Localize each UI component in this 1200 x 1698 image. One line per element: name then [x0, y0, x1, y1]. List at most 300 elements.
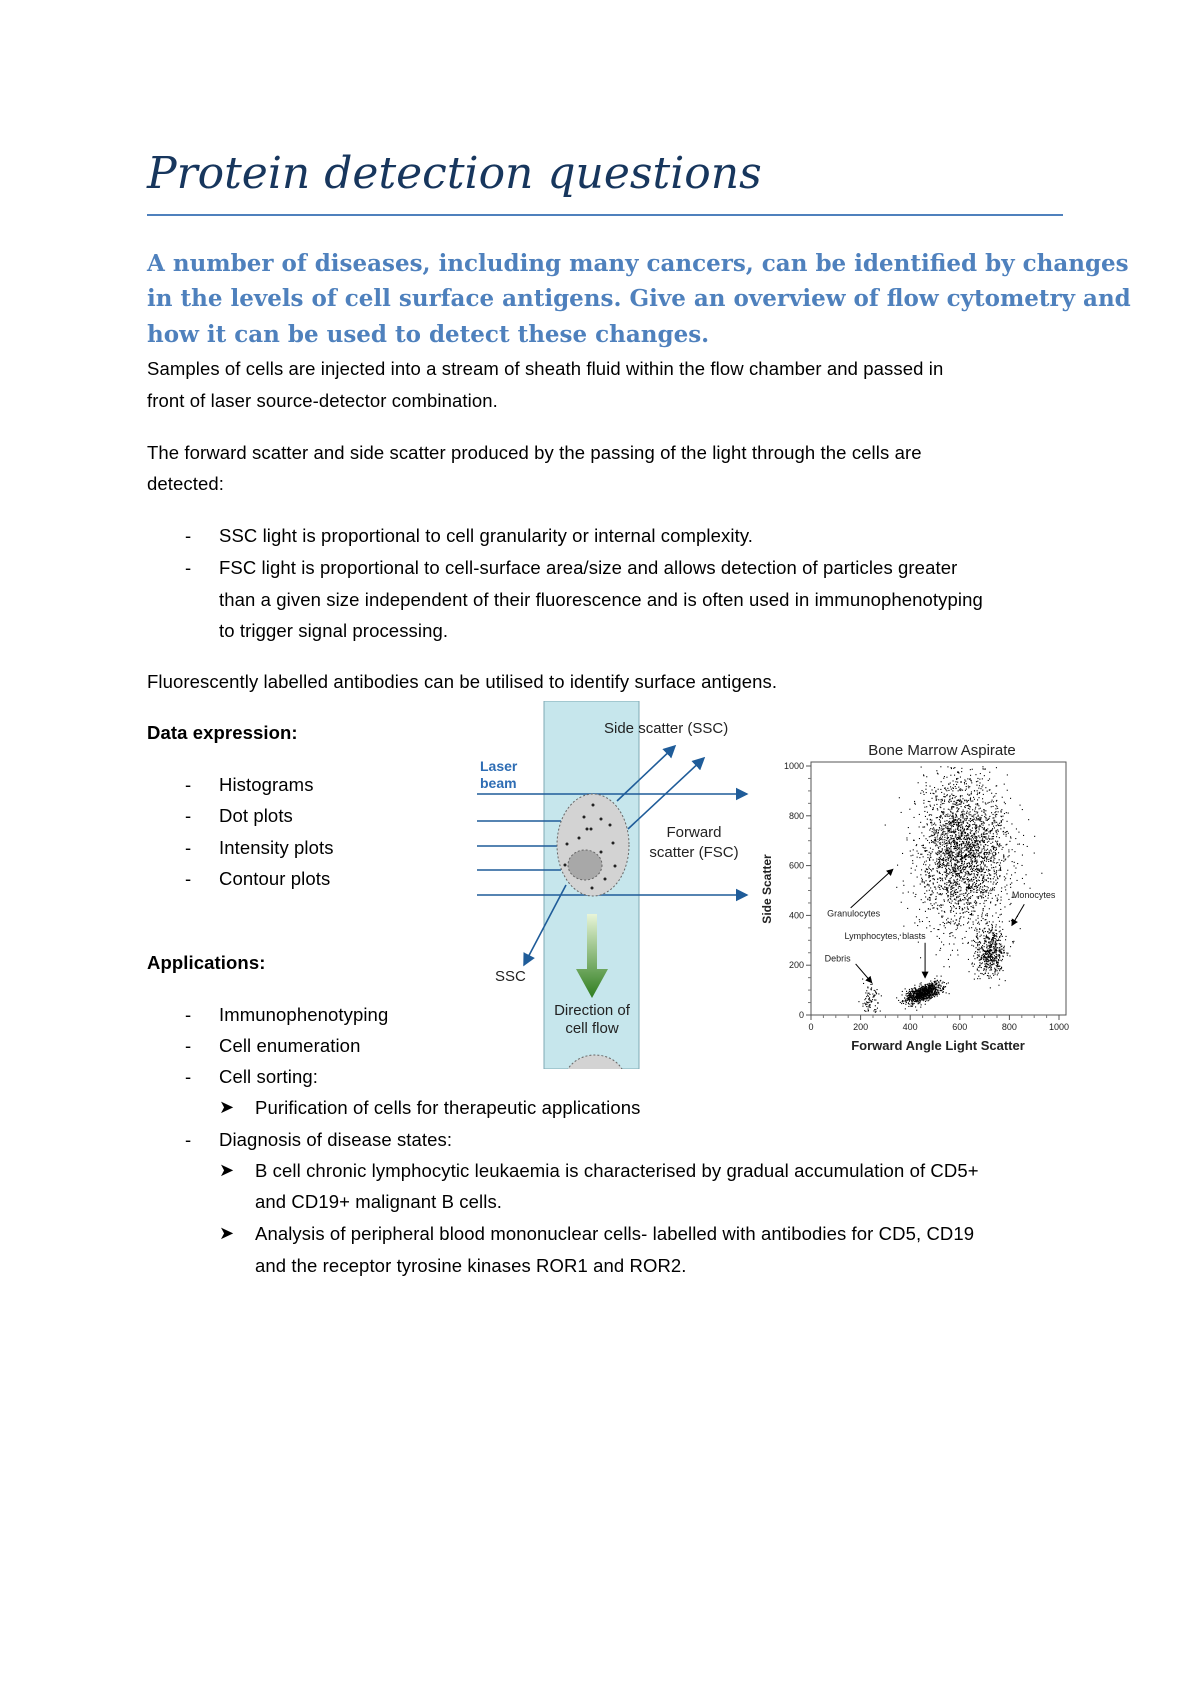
data-point: [927, 989, 928, 990]
body-text: Samples of cells are injected into a stream of sheath fluid within the flow chamber and passed in: [147, 358, 944, 379]
data-point: [949, 902, 950, 903]
data-point: [952, 855, 953, 856]
data-point: [920, 983, 921, 984]
data-point: [1015, 868, 1016, 869]
data-point: [967, 943, 968, 944]
data-point: [970, 861, 971, 862]
data-point: [970, 918, 971, 919]
data-point: [909, 833, 910, 834]
data-point: [983, 821, 984, 822]
data-point: [966, 884, 967, 885]
list-item: Cell sorting:: [219, 1066, 318, 1087]
data-point: [1010, 946, 1011, 947]
data-point: [956, 815, 957, 816]
data-point: [999, 931, 1000, 932]
data-point: [908, 998, 909, 999]
data-point: [981, 869, 982, 870]
data-point: [936, 804, 937, 805]
data-point: [1018, 832, 1019, 833]
data-point: [955, 903, 956, 904]
data-point: [939, 851, 940, 852]
data-point: [968, 787, 969, 788]
data-point: [987, 875, 988, 876]
data-point: [973, 866, 974, 867]
data-point: [984, 834, 985, 835]
data-point: [935, 902, 936, 903]
data-point: [986, 951, 987, 952]
data-point: [949, 816, 950, 817]
data-point: [978, 788, 979, 789]
data-point: [1023, 835, 1024, 836]
data-point: [919, 1002, 920, 1003]
data-point: [968, 922, 969, 923]
data-point: [957, 837, 958, 838]
cell-nucleus: [568, 850, 602, 880]
data-point: [999, 950, 1000, 951]
data-point: [972, 847, 973, 848]
data-point: [998, 825, 999, 826]
data-point: [903, 881, 904, 882]
data-point: [952, 935, 953, 936]
data-point: [966, 815, 967, 816]
data-point: [957, 811, 958, 812]
data-point: [953, 911, 954, 912]
data-point: [977, 978, 978, 979]
data-point: [996, 958, 997, 959]
data-point: [980, 892, 981, 893]
data-point: [915, 988, 916, 989]
data-point: [998, 956, 999, 957]
flow-label: cell flow: [565, 1020, 619, 1037]
data-point: [1000, 825, 1001, 826]
data-point: [943, 814, 944, 815]
data-point: [985, 931, 986, 932]
data-point: [1002, 819, 1003, 820]
data-point: [923, 774, 924, 775]
data-point: [989, 946, 990, 947]
data-point: [927, 872, 928, 873]
data-point: [950, 844, 951, 845]
data-point: [973, 846, 974, 847]
data-point: [866, 1004, 867, 1005]
data-point: [962, 817, 963, 818]
data-point: [925, 992, 926, 993]
data-point: [967, 835, 968, 836]
data-point: [995, 941, 996, 942]
data-point: [954, 892, 955, 893]
data-point: [997, 844, 998, 845]
data-point: [939, 863, 940, 864]
data-point: [960, 817, 961, 818]
data-point: [950, 933, 951, 934]
data-point: [931, 825, 932, 826]
data-point: [916, 866, 917, 867]
data-point: [969, 846, 970, 847]
data-point: [950, 795, 951, 796]
data-point: [911, 994, 912, 995]
data-point: [966, 859, 967, 860]
data-point: [950, 870, 951, 871]
data-point: [988, 780, 989, 781]
data-point: [960, 886, 961, 887]
data-point: [979, 785, 980, 786]
data-point: [988, 841, 989, 842]
data-point: [916, 916, 917, 917]
data-point: [954, 843, 955, 844]
data-point: [962, 790, 963, 791]
data-point: [989, 890, 990, 891]
data-point: [953, 831, 954, 832]
data-point: [996, 825, 997, 826]
data-point: [1002, 816, 1003, 817]
data-point: [970, 769, 971, 770]
data-point: [934, 830, 935, 831]
data-point: [919, 838, 920, 839]
data-point: [938, 848, 939, 849]
data-point: [949, 880, 950, 881]
data-point: [952, 875, 953, 876]
data-point: [996, 960, 997, 961]
data-point: [978, 831, 979, 832]
data-point: [945, 868, 946, 869]
data-point: [951, 919, 952, 920]
data-point: [975, 836, 976, 837]
data-point: [922, 879, 923, 880]
data-point: [961, 803, 962, 804]
data-point: [955, 876, 956, 877]
data-point: [924, 848, 925, 849]
data-point: [925, 896, 926, 897]
data-point: [942, 874, 943, 875]
data-point: [979, 817, 980, 818]
data-point: [972, 801, 973, 802]
data-point: [974, 833, 975, 834]
data-point: [984, 940, 985, 941]
data-point: [979, 880, 980, 881]
body-text: The forward scatter and side scatter produced by the passing of the light through the cells are: [147, 442, 922, 463]
data-point: [934, 805, 935, 806]
data-point: [914, 803, 915, 804]
data-point: [975, 842, 976, 843]
data-point: [981, 946, 982, 947]
data-point: [958, 888, 959, 889]
data-point: [1007, 953, 1008, 954]
data-point: [984, 854, 985, 855]
data-point: [930, 793, 931, 794]
data-point: [947, 814, 948, 815]
data-point: [939, 887, 940, 888]
data-point: [983, 954, 984, 955]
data-point: [975, 928, 976, 929]
data-point: [935, 989, 936, 990]
data-point: [949, 943, 950, 944]
data-point: [960, 865, 961, 866]
data-point: [965, 868, 966, 869]
data-point: [972, 858, 973, 859]
data-point: [958, 823, 959, 824]
data-point: [932, 841, 933, 842]
data-point: [999, 865, 1000, 866]
data-point: [984, 816, 985, 817]
data-point: [991, 960, 992, 961]
data-point: [979, 924, 980, 925]
data-point: [967, 805, 968, 806]
data-point: [919, 909, 920, 910]
data-point: [948, 860, 949, 861]
data-point: [1005, 889, 1006, 890]
data-point: [946, 884, 947, 885]
data-point: [985, 896, 986, 897]
data-point: [968, 912, 969, 913]
data-point: [993, 847, 994, 848]
data-point: [991, 851, 992, 852]
data-point: [984, 872, 985, 873]
data-point: [971, 801, 972, 802]
data-point: [942, 983, 943, 984]
data-point: [995, 930, 996, 931]
data-point: [979, 808, 980, 809]
data-point: [920, 990, 921, 991]
data-point: [952, 816, 953, 817]
data-point: [864, 1003, 865, 1004]
data-point: [1005, 859, 1006, 860]
data-point: [971, 859, 972, 860]
data-point: [876, 993, 877, 994]
data-point: [996, 806, 997, 807]
data-point: [966, 911, 967, 912]
x-tick-label: 200: [853, 1022, 869, 1032]
data-point: [975, 814, 976, 815]
data-point: [950, 882, 951, 883]
data-point: [963, 878, 964, 879]
data-point: [980, 773, 981, 774]
data-point: [909, 1000, 910, 1001]
data-point: [999, 823, 1000, 824]
data-point: [928, 1000, 929, 1001]
data-point: [960, 804, 961, 805]
data-point: [942, 829, 943, 830]
data-point: [963, 864, 964, 865]
data-point: [920, 992, 921, 993]
data-point: [923, 847, 924, 848]
data-point: [956, 879, 957, 880]
data-point: [993, 860, 994, 861]
data-point: [983, 846, 984, 847]
data-point: [949, 966, 950, 967]
data-point: [927, 997, 928, 998]
data-point: [932, 994, 933, 995]
data-point: [997, 964, 998, 965]
data-point: [990, 875, 991, 876]
data-point: [1002, 849, 1003, 850]
data-point: [934, 840, 935, 841]
data-point: [995, 969, 996, 970]
data-point: [979, 828, 980, 829]
data-point: [951, 809, 952, 810]
data-point: [978, 918, 979, 919]
data-point: [947, 900, 948, 901]
data-point: [872, 994, 873, 995]
data-point: [964, 869, 965, 870]
data-point: [956, 864, 957, 865]
data-point: [993, 947, 994, 948]
data-point: [925, 985, 926, 986]
data-point: [979, 884, 980, 885]
data-point: [957, 883, 958, 884]
data-point: [966, 896, 967, 897]
data-point: [951, 794, 952, 795]
data-point: [994, 944, 995, 945]
data-point: [972, 819, 973, 820]
dash-bullet: -: [185, 805, 192, 826]
data-point: [934, 823, 935, 824]
data-point: [971, 856, 972, 857]
data-point: [960, 795, 961, 796]
data-point: [935, 832, 936, 833]
data-point: [991, 967, 992, 968]
data-point: [972, 864, 973, 865]
data-point: [926, 792, 927, 793]
data-point: [982, 836, 983, 837]
data-point: [913, 892, 914, 893]
data-point: [951, 808, 952, 809]
data-point: [984, 900, 985, 901]
data-point: [950, 898, 951, 899]
data-point: [931, 840, 932, 841]
data-point: [907, 996, 908, 997]
data-point: [968, 888, 969, 889]
data-point: [987, 839, 988, 840]
data-point: [930, 887, 931, 888]
data-point: [999, 937, 1000, 938]
data-point: [950, 849, 951, 850]
data-point: [985, 959, 986, 960]
data-point: [987, 959, 988, 960]
data-point: [926, 1000, 927, 1001]
data-point: [874, 999, 875, 1000]
data-point: [948, 850, 949, 851]
data-point: [994, 858, 995, 859]
data-point: [940, 924, 941, 925]
data-point: [987, 956, 988, 957]
data-point: [920, 1007, 921, 1008]
data-point: [996, 822, 997, 823]
data-point: [960, 898, 961, 899]
data-point: [938, 929, 939, 930]
data-point: [986, 900, 987, 901]
data-point: [863, 1003, 864, 1004]
data-point: [946, 919, 947, 920]
data-point: [958, 900, 959, 901]
chevron-bullet-icon: ➤: [219, 1160, 235, 1180]
data-point: [929, 881, 930, 882]
data-point: [984, 879, 985, 880]
data-point: [940, 807, 941, 808]
data-point: [933, 809, 934, 810]
data-point: [991, 939, 992, 940]
data-point: [901, 812, 902, 813]
data-point: [1006, 885, 1007, 886]
data-point: [986, 857, 987, 858]
data-point: [962, 857, 963, 858]
data-point: [956, 778, 957, 779]
data-point: [946, 871, 947, 872]
data-point: [942, 917, 943, 918]
data-point: [937, 989, 938, 990]
data-point: [973, 838, 974, 839]
data-point: [992, 888, 993, 889]
data-point: [958, 874, 959, 875]
data-point: [941, 835, 942, 836]
data-point: [919, 857, 920, 858]
data-point: [982, 945, 983, 946]
data-point: [934, 834, 935, 835]
data-point: [995, 926, 996, 927]
data-point: [1000, 940, 1001, 941]
data-point: [947, 863, 948, 864]
data-point: [985, 936, 986, 937]
data-point: [1004, 876, 1005, 877]
data-point: [979, 967, 980, 968]
data-point: [949, 993, 950, 994]
data-point: [953, 868, 954, 869]
data-point: [868, 1009, 869, 1010]
data-point: [959, 896, 960, 897]
data-point: [948, 809, 949, 810]
x-tick-label: 1000: [1048, 1022, 1070, 1032]
data-point: [981, 834, 982, 835]
data-point: [952, 825, 953, 826]
data-point: [987, 975, 988, 976]
data-point: [990, 893, 991, 894]
data-point: [980, 842, 981, 843]
data-point: [923, 998, 924, 999]
data-point: [995, 895, 996, 896]
data-point: [975, 841, 976, 842]
data-point: [950, 923, 951, 924]
data-point: [963, 818, 964, 819]
data-point: [945, 816, 946, 817]
data-point: [998, 968, 999, 969]
data-point: [1005, 939, 1006, 940]
data-point: [935, 796, 936, 797]
data-point: [955, 786, 956, 787]
data-point: [976, 839, 977, 840]
data-point: [979, 797, 980, 798]
data-point: [996, 814, 997, 815]
data-point: [992, 854, 993, 855]
chart-title: Bone Marrow Aspirate: [868, 742, 1016, 759]
data-point: [951, 932, 952, 933]
data-point: [994, 968, 995, 969]
data-point: [952, 841, 953, 842]
data-point: [1020, 928, 1021, 929]
data-point: [999, 943, 1000, 944]
data-point: [930, 899, 931, 900]
data-point: [1014, 865, 1015, 866]
data-point: [974, 874, 975, 875]
data-point: [961, 802, 962, 803]
data-point: [964, 829, 965, 830]
data-point: [992, 828, 993, 829]
data-point: [930, 903, 931, 904]
data-point: [970, 814, 971, 815]
data-point: [939, 950, 940, 951]
data-point: [991, 924, 992, 925]
data-point: [1000, 903, 1001, 904]
data-point: [990, 963, 991, 964]
data-point: [970, 775, 971, 776]
